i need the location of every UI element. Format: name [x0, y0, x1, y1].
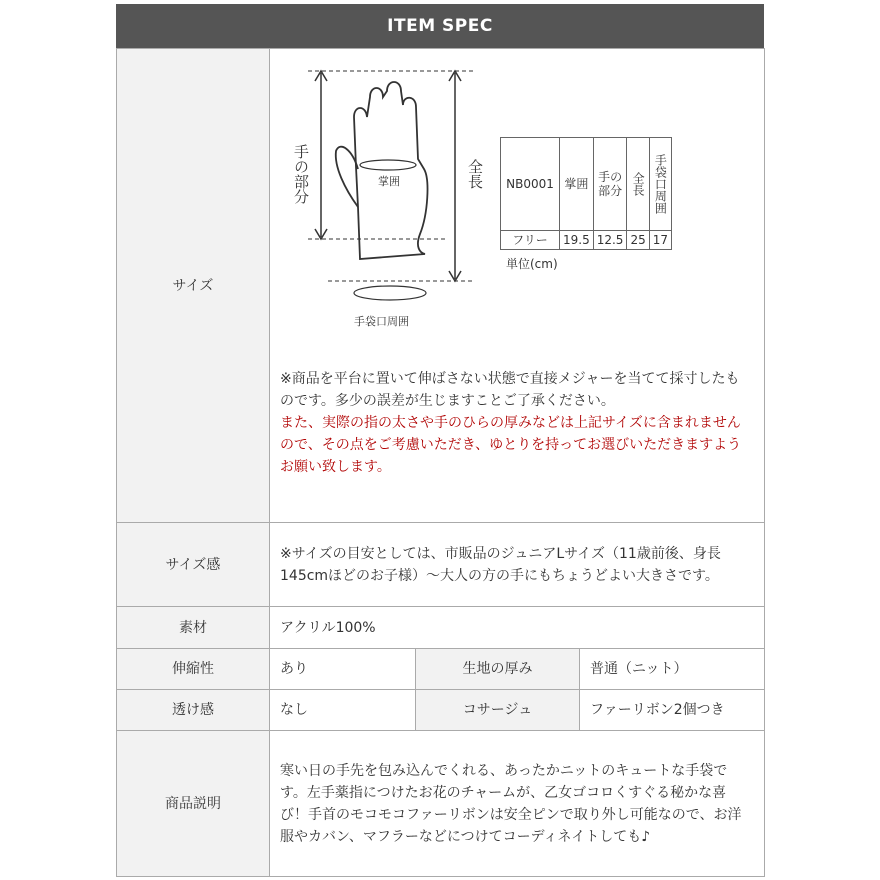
size-note-warning: また、実際の指の太さや手のひらの厚みなどは上記サイズに含まれませんので、その点をご考慮いただき、ゆとりを持ってお選びいただきますようお願い致します。 — [280, 415, 742, 475]
size-content — [270, 49, 765, 523]
size-note-text: ※商品を平台に置いて伸ばさない状態で直接メジャーを当てて採寸したものです。多少の誤差が生じますことご了承ください。 — [280, 371, 740, 409]
cuff-label: 手袋口周囲 — [354, 315, 409, 328]
size-row — [117, 49, 765, 523]
stretch-value: あり — [270, 649, 416, 690]
hand-part-label: 手の部分 — [292, 144, 310, 204]
unit-label: 単位(cm) — [506, 257, 558, 271]
sheer-row — [117, 690, 765, 731]
material-value: アクリル100% — [270, 607, 765, 649]
size-cell: 19.5 — [560, 231, 594, 250]
description-label: 商品説明 — [117, 731, 270, 877]
description-text: 寒い日の手先を包み込んでくれる、あったかニットのキュートな手袋です。左手薬指につけたお花のチャームが、乙女ゴコロくすぐる秘かな喜び！手首のモコモコファーリボンは安全ピンで取り外し可能なので、お洋服やカバン、マフラーなどにつけてコーディネイトしても♪ — [270, 731, 765, 877]
palm-label: 掌囲 — [378, 175, 400, 188]
spec-table — [116, 48, 765, 877]
size-header-hand: 手の部分 — [593, 138, 627, 231]
palm-measure-icon — [360, 160, 416, 170]
sheer-value: なし — [270, 690, 416, 731]
sheer-label: 透け感 — [117, 690, 270, 731]
size-feel-label: サイズ感 — [117, 523, 270, 607]
size-chart — [500, 137, 672, 250]
thickness-value: 普通（ニット） — [580, 649, 765, 690]
size-cell: 12.5 — [593, 231, 627, 250]
size-cell: 17 — [649, 231, 671, 250]
corsage-label: コサージュ — [416, 690, 580, 731]
thickness-label: 生地の厚み — [416, 649, 580, 690]
total-length-label: 全長 — [466, 159, 484, 189]
material-row — [117, 607, 765, 649]
corsage-value: ファーリボン2個つき — [580, 690, 765, 731]
size-header-cuff: 手袋口周囲 — [649, 138, 671, 231]
size-header-model: NB0001 — [501, 138, 560, 231]
size-note — [280, 368, 750, 478]
section-title: ITEM SPEC — [116, 4, 764, 48]
size-header-palm: 掌囲 — [560, 138, 594, 231]
stretch-row — [117, 649, 765, 690]
size-feel-text: ※サイズの目安としては、市販品のジュニアLサイズ（11歳前後、身長145cmほどのお子様）〜大人の方の手にもちょうどよい大きさです。 — [270, 523, 765, 607]
stretch-label: 伸縮性 — [117, 649, 270, 690]
size-cell: 25 — [627, 231, 649, 250]
size-label: サイズ — [117, 49, 270, 523]
material-label: 素材 — [117, 607, 270, 649]
size-cell: フリー — [501, 231, 560, 250]
description-row — [117, 731, 765, 877]
size-header-length: 全長 — [627, 138, 649, 231]
size-feel-row — [117, 523, 765, 607]
cuff-measure-icon — [354, 286, 426, 300]
item-spec-panel — [116, 4, 764, 876]
